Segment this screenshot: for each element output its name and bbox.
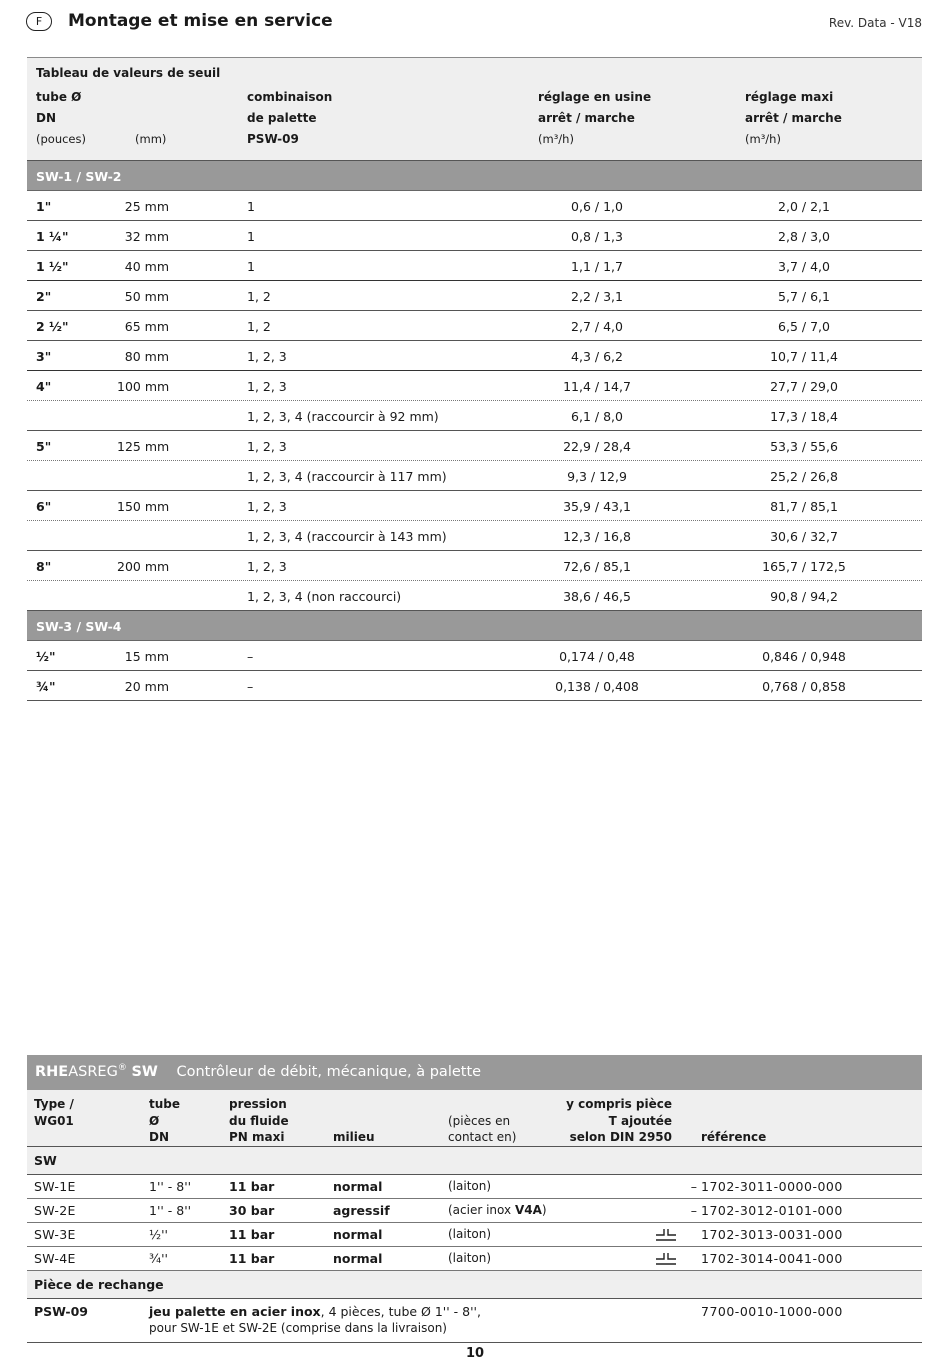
cell-contact (448, 1203, 547, 1217)
cell-max-setting: 81,7 / 85,1 (770, 499, 838, 514)
cell-inch: ¾" (36, 679, 56, 694)
cell-combination: 1, 2, 3 (247, 559, 287, 574)
cell-combination: 1 (247, 229, 255, 244)
registered-mark: ® (117, 1063, 127, 1073)
threshold-table (27, 57, 922, 701)
cell-max-setting: 27,7 / 29,0 (770, 379, 838, 394)
page-title: Montage et mise en service (68, 11, 333, 31)
cell-combination: 1, 2, 3, 4 (raccourcir à 143 mm) (247, 529, 447, 544)
cell-mm: 15 mm (124, 649, 169, 664)
cell-max-setting: 25,2 / 26,8 (770, 469, 838, 484)
cell-max-setting: 165,7 / 172,5 (762, 559, 846, 574)
cell-inch: 1 ¼" (36, 229, 69, 244)
ph-type-2: WG01 (34, 1113, 74, 1128)
ph-contact-2: contact en) (448, 1130, 517, 1144)
cell-inch: 8" (36, 559, 52, 574)
contact-material: (laiton) (448, 1227, 492, 1241)
pressure-value: 11 (229, 1251, 247, 1266)
header-tube-label: tube Ø (36, 90, 82, 104)
cell-tube: 1'' - 8'' (149, 1203, 192, 1218)
spare-desc-line2: pour SW-1E et SW-2E (comprise dans la livraison) (149, 1321, 447, 1335)
product-subtitle: Contrôleur de débit, mécanique, à palette (176, 1063, 482, 1080)
cell-type: SW-1E (34, 1179, 76, 1194)
section-spare: Pièce de rechange (27, 1271, 922, 1299)
cell-contact (448, 1251, 491, 1265)
cell-max-setting: 0,846 / 0,948 (762, 649, 846, 664)
threshold-table-body (27, 161, 922, 701)
brand-rest: ASREG (68, 1063, 118, 1080)
cell-factory-setting: 0,174 / 0,48 (559, 649, 635, 664)
cell-combination: 1, 2 (247, 319, 271, 334)
cell-medium: normal (333, 1227, 383, 1242)
header-max-unit: (m³/h) (745, 132, 781, 146)
t-piece-icon (655, 1252, 677, 1266)
threshold-table-header (27, 87, 922, 161)
cell-mm: 100 mm (117, 379, 170, 394)
table-row (27, 371, 922, 401)
cell-factory-setting: 6,1 / 8,0 (571, 409, 623, 424)
contact-material-bold: V4A (514, 1203, 542, 1217)
contact-material: (laiton) (448, 1179, 492, 1193)
cell-contact (448, 1227, 491, 1241)
cell-factory-setting: 0,8 / 1,3 (571, 229, 623, 244)
pressure-unit: bar (246, 1179, 275, 1194)
ph-pn-2: du fluide (229, 1113, 289, 1128)
cell-factory-setting: 35,9 / 43,1 (563, 499, 631, 514)
cell-inch: 2" (36, 289, 52, 304)
cell-mm: 32 mm (124, 229, 169, 244)
spare-desc-bold: jeu palette en acier inox (149, 1304, 321, 1319)
cell-factory-setting: 4,3 / 6,2 (571, 349, 623, 364)
cell-combination: 1, 2, 3, 4 (raccourcir à 117 mm) (247, 469, 447, 484)
table-row (27, 281, 922, 311)
cell-factory-setting: 12,3 / 16,8 (563, 529, 631, 544)
cell-inch: 1 ½" (36, 259, 69, 274)
contact-material: (acier inox (448, 1203, 515, 1217)
cell-reference: 1702-3013-0031-000 (701, 1227, 843, 1242)
cell-inch: 1" (36, 199, 52, 214)
table-row (27, 1223, 922, 1247)
cell-mm: 65 mm (124, 319, 169, 334)
table-row (27, 491, 922, 521)
cell-medium: normal (333, 1179, 383, 1194)
cell-max-setting: 30,6 / 32,7 (770, 529, 838, 544)
cell-pressure (229, 1203, 274, 1218)
ph-contact-1: (pièces en (448, 1113, 511, 1128)
cell-max-setting: 10,7 / 11,4 (770, 349, 838, 364)
pressure-unit: bar (246, 1227, 275, 1242)
cell-factory-setting: 11,4 / 14,7 (563, 379, 631, 394)
cell-combination: 1, 2 (247, 289, 271, 304)
table-row (27, 221, 922, 251)
section-band: SW-3 / SW-4 (27, 611, 922, 641)
cell-mm: 200 mm (117, 559, 170, 574)
cell-factory-setting: 2,7 / 4,0 (571, 319, 623, 334)
pressure-value: 11 (229, 1227, 247, 1242)
language-badge: F (26, 12, 52, 31)
table-row (27, 341, 922, 371)
cell-medium: normal (333, 1251, 383, 1266)
cell-max-setting: 0,768 / 0,858 (762, 679, 846, 694)
table-row (27, 311, 922, 341)
cell-type: SW-4E (34, 1251, 76, 1266)
cell-type: SW-3E (34, 1227, 76, 1242)
cell-inch: 6" (36, 499, 52, 514)
section-band: SW-1 / SW-2 (27, 161, 922, 191)
cell-pressure (229, 1227, 274, 1242)
ph-tube-2: Ø (149, 1113, 160, 1128)
cell-max-setting: 5,7 / 6,1 (778, 289, 830, 304)
cell-max-setting: 17,3 / 18,4 (770, 409, 838, 424)
cell-factory-setting: 38,6 / 46,5 (563, 589, 631, 604)
cell-factory-setting: 0,138 / 0,408 (555, 679, 639, 694)
table-row (27, 1175, 922, 1199)
cell-inch: 5" (36, 439, 52, 454)
contact-material-end: ) (541, 1203, 547, 1217)
pressure-unit: bar (246, 1251, 275, 1266)
header-comb-line2: de palette (247, 111, 317, 125)
cell-mm: 150 mm (117, 499, 170, 514)
product-table-body (27, 1175, 922, 1271)
page-number: 10 (465, 1346, 485, 1361)
cell-combination: 1, 2, 3 (247, 499, 287, 514)
cell-factory-setting: 72,6 / 85,1 (563, 559, 631, 574)
header-dn-label: DN (36, 111, 57, 125)
pressure-value: 30 (229, 1203, 247, 1218)
table-row (27, 191, 922, 221)
section-sw: SW (27, 1147, 922, 1175)
cell-tube: ¾'' (149, 1251, 168, 1266)
cell-factory-setting: 9,3 / 12,9 (567, 469, 627, 484)
header-factory-unit: (m³/h) (538, 132, 574, 146)
product-table-header (27, 1090, 922, 1147)
ph-ref: référence (701, 1130, 767, 1144)
product-table (27, 1055, 922, 1343)
table-row (27, 401, 922, 431)
spare-code: PSW-09 (34, 1304, 88, 1319)
cell-mm: 20 mm (124, 679, 169, 694)
cell-medium: agressif (333, 1203, 390, 1218)
ph-medium: milieu (333, 1130, 375, 1144)
contact-material: (laiton) (448, 1251, 492, 1265)
revision-label: Rev. Data - V18 (828, 16, 922, 30)
spare-desc-line1 (149, 1304, 481, 1319)
table-row (27, 641, 922, 671)
cell-factory-setting: 22,9 / 28,4 (563, 439, 631, 454)
ph-type-1: Type / (34, 1097, 74, 1111)
cell-tube: 1'' - 8'' (149, 1179, 192, 1194)
header-comb-line1: combinaison (247, 90, 333, 104)
pressure-unit: bar (246, 1203, 275, 1218)
cell-inch: 3" (36, 349, 52, 364)
cell-factory-setting: 1,1 / 1,7 (571, 259, 623, 274)
table-row (27, 521, 922, 551)
spare-reference: 7700-0010-1000-000 (701, 1304, 843, 1319)
cell-combination: 1, 2, 3 (247, 379, 287, 394)
ph-tube-3: DN (149, 1130, 170, 1144)
cell-type: SW-2E (34, 1203, 76, 1218)
cell-combination: – (247, 649, 254, 664)
table-row (27, 551, 922, 581)
table-row (27, 251, 922, 281)
cell-combination: 1, 2, 3 (247, 439, 287, 454)
header-max-line2: arrêt / marche (745, 111, 842, 125)
ph-pn-1: pression (229, 1097, 287, 1111)
spare-part-row (27, 1299, 922, 1343)
cell-max-setting: 2,0 / 2,1 (778, 199, 830, 214)
cell-inch: 4" (36, 379, 52, 394)
pressure-value: 11 (229, 1179, 247, 1194)
cell-max-setting: 6,5 / 7,0 (778, 319, 830, 334)
cell-factory-setting: 0,6 / 1,0 (571, 199, 623, 214)
cell-tube: ½'' (149, 1227, 168, 1242)
threshold-table-title: Tableau de valeurs de seuil (27, 57, 922, 87)
brand-bold: RHE (35, 1063, 69, 1080)
table-row (27, 671, 922, 701)
header-mm-unit: (mm) (135, 132, 167, 146)
cell-reference: 1702-3014-0041-000 (701, 1251, 843, 1266)
cell-mm: 50 mm (124, 289, 169, 304)
spare-desc-rest: , 4 pièces, tube Ø 1'' - 8'', (320, 1304, 481, 1319)
table-row (27, 1199, 922, 1223)
cell-mm: 25 mm (124, 199, 169, 214)
header-max-line1: réglage maxi (745, 90, 834, 104)
cell-max-setting: 2,8 / 3,0 (778, 229, 830, 244)
cell-combination: 1 (247, 259, 255, 274)
ph-tpiece-1: y compris pièce (566, 1097, 672, 1111)
cell-inch: ½" (36, 649, 56, 664)
cell-contact (448, 1179, 491, 1193)
cell-pressure (229, 1179, 274, 1194)
table-row (27, 1247, 922, 1271)
header-comb-line3: PSW-09 (247, 132, 299, 146)
cell-mm: 80 mm (124, 349, 169, 364)
cell-max-setting: 90,8 / 94,2 (770, 589, 838, 604)
header-inch-unit: (pouces) (36, 132, 86, 146)
ph-tpiece-2: T ajoutée (608, 1113, 672, 1128)
cell-combination: 1, 2, 3, 4 (non raccourci) (247, 589, 402, 604)
product-title-band (27, 1055, 922, 1090)
ph-tube-1: tube (149, 1097, 181, 1111)
model-name: SW (131, 1063, 158, 1080)
cell-tpiece: – (690, 1179, 697, 1194)
cell-pressure (229, 1251, 274, 1266)
ph-tpiece-3: selon DIN 2950 (569, 1130, 672, 1144)
table-row (27, 581, 922, 611)
cell-mm: 125 mm (117, 439, 170, 454)
cell-reference: 1702-3011-0000-000 (701, 1179, 843, 1194)
table-row (27, 461, 922, 491)
cell-combination: 1 (247, 199, 255, 214)
header-factory-line1: réglage en usine (538, 90, 652, 104)
cell-max-setting: 53,3 / 55,6 (770, 439, 838, 454)
cell-tpiece: – (690, 1203, 697, 1218)
cell-inch: 2 ½" (36, 319, 69, 334)
cell-combination: 1, 2, 3 (247, 349, 287, 364)
cell-max-setting: 3,7 / 4,0 (778, 259, 830, 274)
t-piece-icon (655, 1228, 677, 1242)
cell-mm: 40 mm (124, 259, 169, 274)
cell-reference: 1702-3012-0101-000 (701, 1203, 843, 1218)
cell-combination: – (247, 679, 254, 694)
ph-pn-3: PN maxi (229, 1130, 285, 1144)
table-row (27, 431, 922, 461)
cell-combination: 1, 2, 3, 4 (raccourcir à 92 mm) (247, 409, 439, 424)
header-factory-line2: arrêt / marche (538, 111, 635, 125)
cell-factory-setting: 2,2 / 3,1 (571, 289, 623, 304)
